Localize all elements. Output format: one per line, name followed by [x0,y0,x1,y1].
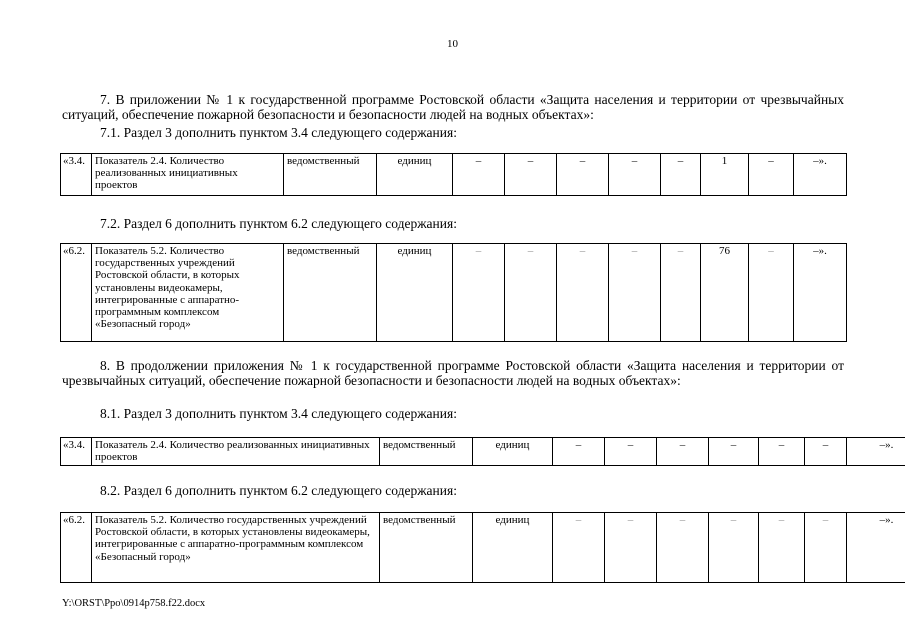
table-7-2 [60,243,847,342]
page-number: 10 [447,38,458,50]
indicator-type: ведомственный [380,513,473,583]
value-cell: – [505,244,557,342]
value-cell: – [661,244,701,342]
value-cell: – [759,438,805,466]
value-cell: – [605,513,657,583]
row-number: «6.2. [61,513,92,583]
value-cell: – [749,154,794,196]
value-cell: – [657,513,709,583]
value-cell: 76 [701,244,749,342]
value-cell: – [709,513,759,583]
value-cell: 1 [701,154,749,196]
value-cell: – [657,438,709,466]
paragraph-7-1: 7.1. Раздел 3 дополнить пунктом 3.4 следующего содержания: [100,125,457,140]
indicator-unit: единиц [473,513,553,583]
indicator-name: Показатель 2.4. Количество реализованных инициативных проектов [92,438,380,466]
paragraph-8 [62,358,844,388]
value-cell: – [453,154,505,196]
value-cell: – [505,154,557,196]
value-cell: – [759,513,805,583]
value-cell: – [609,154,661,196]
indicator-name: Показатель 5.2. Количество государственных учреждений Ростовской области, в которых установлены видеокамеры, интегрированные с аппаратно-программным комплексом «Безопасный город» [92,244,284,342]
value-cell: – [453,244,505,342]
indicator-unit: единиц [473,438,553,466]
value-cell: – [557,244,609,342]
table-row [61,438,905,466]
row-number: «3.4. [61,438,92,466]
table-row [61,513,905,583]
paragraph-8-1: 8.1. Раздел 3 дополнить пунктом 3.4 следующего содержания: [100,406,457,421]
indicator-unit: единиц [377,244,453,342]
paragraph-7 [62,92,844,122]
indicator-type: ведомственный [284,154,377,196]
indicator-type: ведомственный [380,438,473,466]
paragraph-7-2: 7.2. Раздел 6 дополнить пунктом 6.2 следующего содержания: [100,216,457,231]
table-row [61,154,847,196]
indicator-type: ведомственный [284,244,377,342]
indicator-unit: единиц [377,154,453,196]
table-row [61,244,847,342]
value-cell: –». [847,513,905,583]
value-cell: – [805,513,847,583]
value-cell: – [709,438,759,466]
value-cell: – [553,513,605,583]
row-number: «6.2. [61,244,92,342]
value-cell: –». [847,438,905,466]
value-cell: – [557,154,609,196]
file-path-footer: Y:\ORST\Ppo\0914p758.f22.docx [62,598,206,609]
value-cell: – [609,244,661,342]
value-cell: – [805,438,847,466]
value-cell: – [553,438,605,466]
indicator-name: Показатель 2.4. Количество реализованных инициативных проектов [92,154,284,196]
indicator-name: Показатель 5.2. Количество государственных учреждений Ростовской области, в которых установлены видеокамеры, интегрированные с аппаратно-программным комплексом «Безопасный город» [92,513,380,583]
value-cell: –». [794,154,847,196]
value-cell: – [661,154,701,196]
value-cell: –». [794,244,847,342]
table-7-1 [60,153,847,196]
value-cell: – [605,438,657,466]
value-cell: – [749,244,794,342]
paragraph-7-text: 7. В приложении № 1 к государственной программе Ростовской области «Защита населения и территории от чрезвычайных ситуаций, обеспечение пожарной безопасности и безопасности людей на водных объектах»: [62,92,844,122]
table-8-1 [60,437,905,466]
paragraph-8-text: 8. В продолжении приложения № 1 к государственной программе Ростовской области «Защита населения и территории от чрезвычайных ситуаций, обеспечение пожарной безопасности и безопасности людей на водных объектах»: [62,358,844,388]
paragraph-8-2: 8.2. Раздел 6 дополнить пунктом 6.2 следующего содержания: [100,483,457,498]
row-number: «3.4. [61,154,92,196]
table-8-2 [60,512,905,583]
